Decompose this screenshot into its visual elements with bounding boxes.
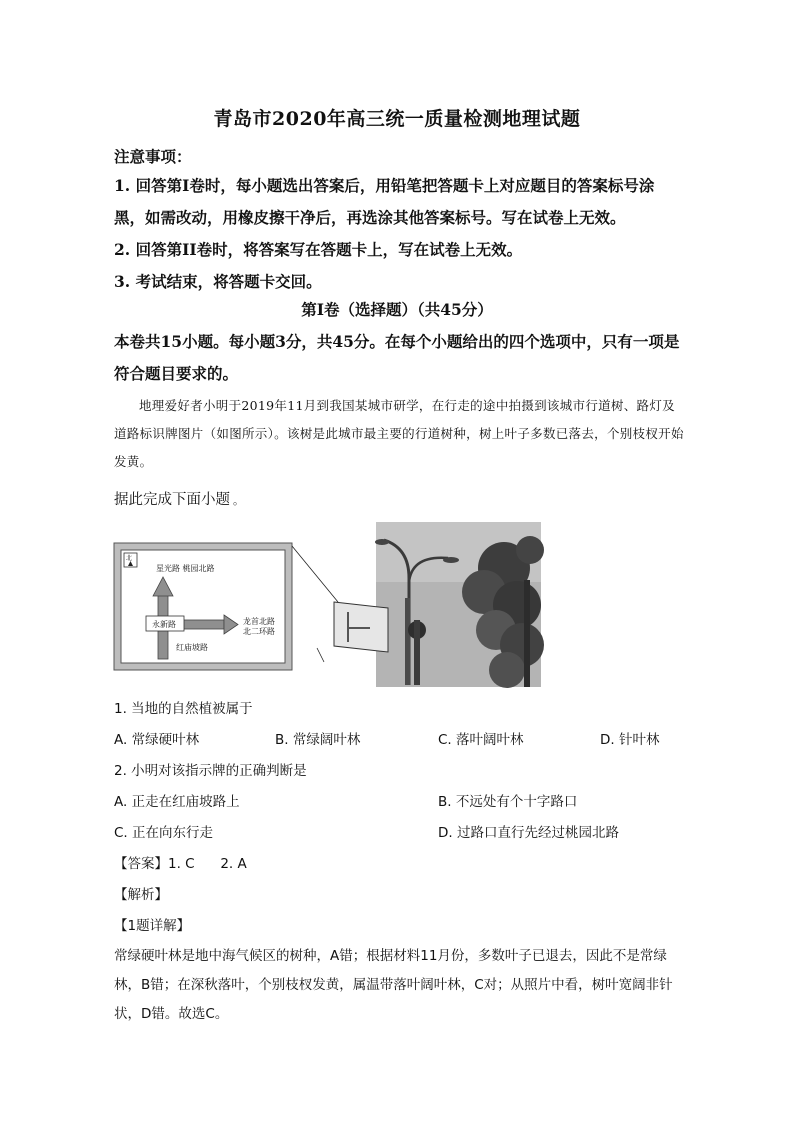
section-title: 第Ⅰ卷（选择题）（共45分）: [301, 300, 493, 319]
notice-item: 3. 考试结束，将答题卡交回。: [114, 272, 322, 291]
question-2-option: B. 不远处有个十字路口: [438, 794, 578, 810]
sign-road-north: 星光路 桃园北路: [156, 564, 215, 573]
question-1-option: C. 落叶阔叶林: [438, 732, 524, 748]
answer-line: [114, 852, 247, 872]
sign-road-east-2: 北二环路: [243, 627, 275, 636]
sign-diagram: [114, 543, 292, 670]
page-title: 青岛市2020年高三统一质量检测地理试题: [213, 108, 581, 130]
material-text: 地理爱好者小明于2019年11月到我国某城市研学，在行走的途中拍摄到该城市行道树、路灯及道路标识牌图片（如图所示）。该树是此城市最主要的行道树种，树上叶子多数已落去，个别枝杈开始发黄。: [114, 398, 684, 469]
connector-line: [317, 648, 324, 662]
question-1-option: B. 常绿阔叶林: [275, 732, 361, 748]
question-2-option: D. 过路口直行先经过桃园北路: [438, 825, 619, 841]
sign-corner-text: 北: [126, 555, 133, 562]
answer-value: 1. C 2. A: [168, 856, 247, 872]
question-2-stem: 2. 小明对该指示牌的正确判断是: [114, 763, 307, 779]
connector-line: [292, 546, 338, 602]
answer-label: 【答案】: [114, 856, 168, 872]
notice-list: [114, 170, 694, 298]
lead-sentence: 据此完成下面小题: [114, 492, 230, 508]
street-photo: [334, 522, 544, 688]
explanation-text: 常绿硬叶林是地中海气候区的树种，A错；根据材料11月份，多数叶子已退去，因此不是常绿林，B错；在深秋落叶，个别枝杈发黄，属温带落叶阔叶林，C对；从照片中看，树叶宽阔非针状，D错。故选C。: [114, 948, 673, 1022]
section-description: 本卷共15小题。每小题3分，共45分。在每个小题给出的四个选项中，只有一项是符合题目要求的。: [114, 332, 680, 383]
question-1-option: D. 针叶林: [600, 732, 660, 748]
sign-road-current: 永新路: [152, 620, 176, 629]
sign-road-east-1: 龙首北路: [243, 617, 275, 626]
question-1-stem: 1. 当地的自然植被属于: [114, 701, 253, 717]
notice-item: 黑，如需改动，用橡皮擦干净后，再选涂其他答案标号。写在试卷上无效。: [114, 208, 626, 227]
lead-text: [114, 488, 244, 509]
notice-item: 1. 回答第Ⅰ卷时，每小题选出答案后，用铅笔把答题卡上对应题目的答案标号涂: [114, 176, 655, 195]
detail-label: 【1题详解】: [114, 918, 191, 934]
question-2-option: C. 正在向东行走: [114, 825, 214, 841]
notice-item: 2. 回答第II卷时，将答案写在答题卡上，写在试卷上无效。: [114, 240, 523, 259]
question-1-option: A. 常绿硬叶林: [114, 732, 200, 748]
notice-heading: 注意事项：: [114, 147, 192, 166]
figure: [112, 520, 544, 690]
analysis-label: 【解析】: [114, 887, 168, 903]
lead-mark: 。: [233, 494, 244, 507]
sign-road-south: 红庙坡路: [176, 643, 208, 652]
question-2-option: A. 正走在红庙坡路上: [114, 794, 240, 810]
